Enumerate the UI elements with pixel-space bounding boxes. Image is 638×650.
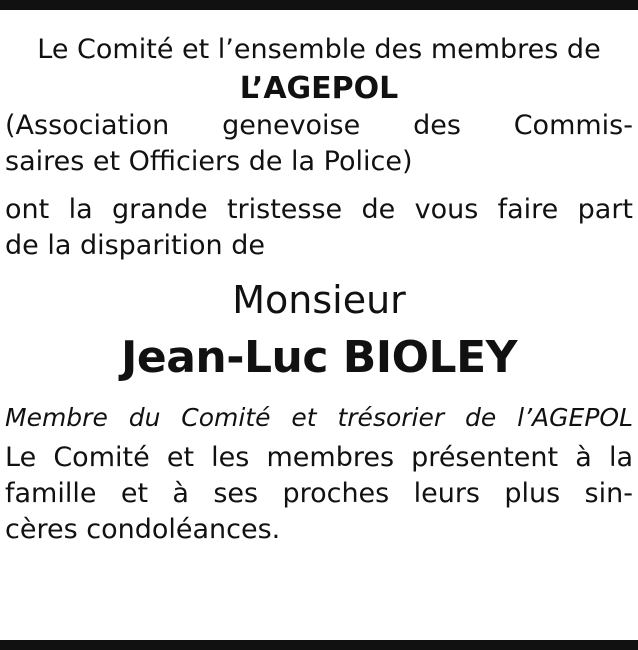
announcement-line-2: de la disparition de <box>5 230 266 261</box>
intro-line: Le Comité et l’ensemble des membres de <box>37 34 601 65</box>
association-line-1: (Association genevoise des Commis- <box>5 110 633 141</box>
association-line-2: saires et Officiers de la Police) <box>5 146 413 177</box>
condolence-line-1: Le Comité et les membres présentent à la <box>5 442 633 473</box>
condolence-block <box>5 440 633 548</box>
deceased-role: Membre du Comité et trésorier de l’AGEPOL <box>5 403 633 432</box>
obituary-notice <box>5 32 633 548</box>
condolence-line-2: famille et à ses proches leurs plus sin- <box>5 478 633 509</box>
salutation: Monsieur <box>232 278 406 322</box>
organization-name: L’AGEPOL <box>239 71 399 106</box>
bottom-border-rule <box>0 640 638 650</box>
deceased-name: Jean-Luc BIOLEY <box>120 332 518 383</box>
condolence-line-3: cères condoléances. <box>5 514 281 545</box>
top-border-rule <box>0 0 638 10</box>
announcement-line-1: ont la grande tristesse de vous faire part <box>5 194 633 225</box>
